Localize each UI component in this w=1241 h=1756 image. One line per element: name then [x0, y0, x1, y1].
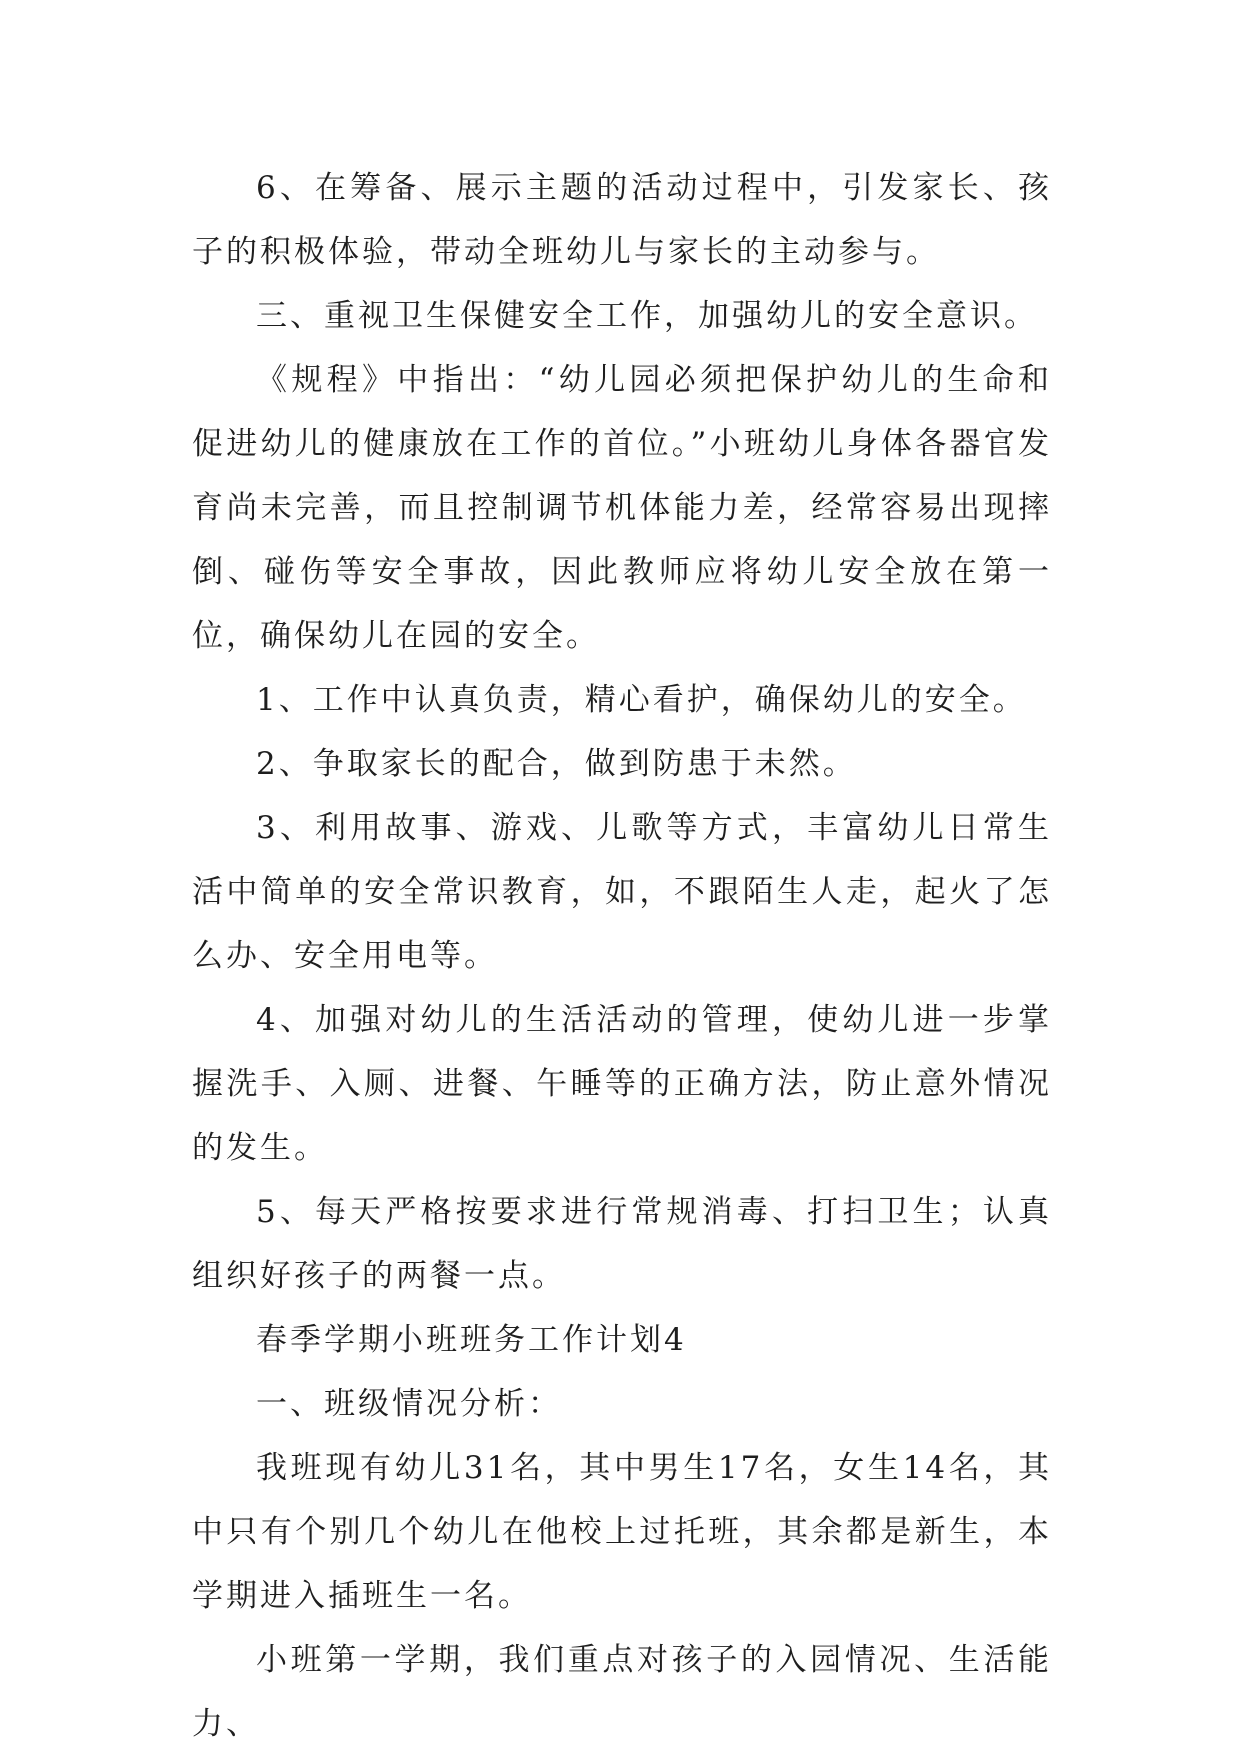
plan-title: 春季学期小班班务工作计划4 [256, 1322, 687, 1358]
paragraph-item-2: 2、争取家长的配合，做到防患于未然。 [256, 746, 857, 782]
paragraph-item-6: 6、在筹备、展示主题的活动过程中，引发家长、孩子的积极体验，带动全班幼儿与家长的主动参与。 [192, 170, 1052, 270]
section-heading-safety: 三、重视卫生保健安全工作，加强幼儿的安全意识。 [256, 298, 1038, 334]
paragraph-class-count: 我班现有幼儿31名，其中男生17名，女生14名，其中只有个别几个幼儿在他校上过托班，其余都是新生，本学期进入插班生一名。 [192, 1450, 1052, 1614]
paragraph-regulation-quote: 《规程》中指出：“幼儿园必须把保护幼儿的生命和促进幼儿的健康放在工作的首位。”小班幼儿身体各器官发育尚未完善，而且控制调节机体能力差，经常容易出现摔倒、碰伤等安全事故，因此教师应将幼儿安全放在第一位，确保幼儿在园的安全。 [192, 362, 1052, 654]
paragraph-first-semester: 小班第一学期，我们重点对孩子的入园情况、生活能力、 [192, 1642, 1052, 1742]
document-body [192, 156, 1052, 1756]
section-heading-class-analysis: 一、班级情况分析： [256, 1386, 562, 1422]
paragraph-item-5: 5、每天严格按要求进行常规消毒、打扫卫生；认真组织好孩子的两餐一点。 [192, 1194, 1052, 1294]
paragraph-item-1: 1、工作中认真负责，精心看护，确保幼儿的安全。 [256, 682, 1027, 718]
paragraph-item-3: 3、利用故事、游戏、儿歌等方式，丰富幼儿日常生活中简单的安全常识教育，如，不跟陌生人走，起火了怎么办、安全用电等。 [192, 810, 1052, 974]
paragraph-item-4: 4、加强对幼儿的生活活动的管理，使幼儿进一步掌握洗手、入厕、进餐、午睡等的正确方法，防止意外情况的发生。 [192, 1002, 1052, 1166]
